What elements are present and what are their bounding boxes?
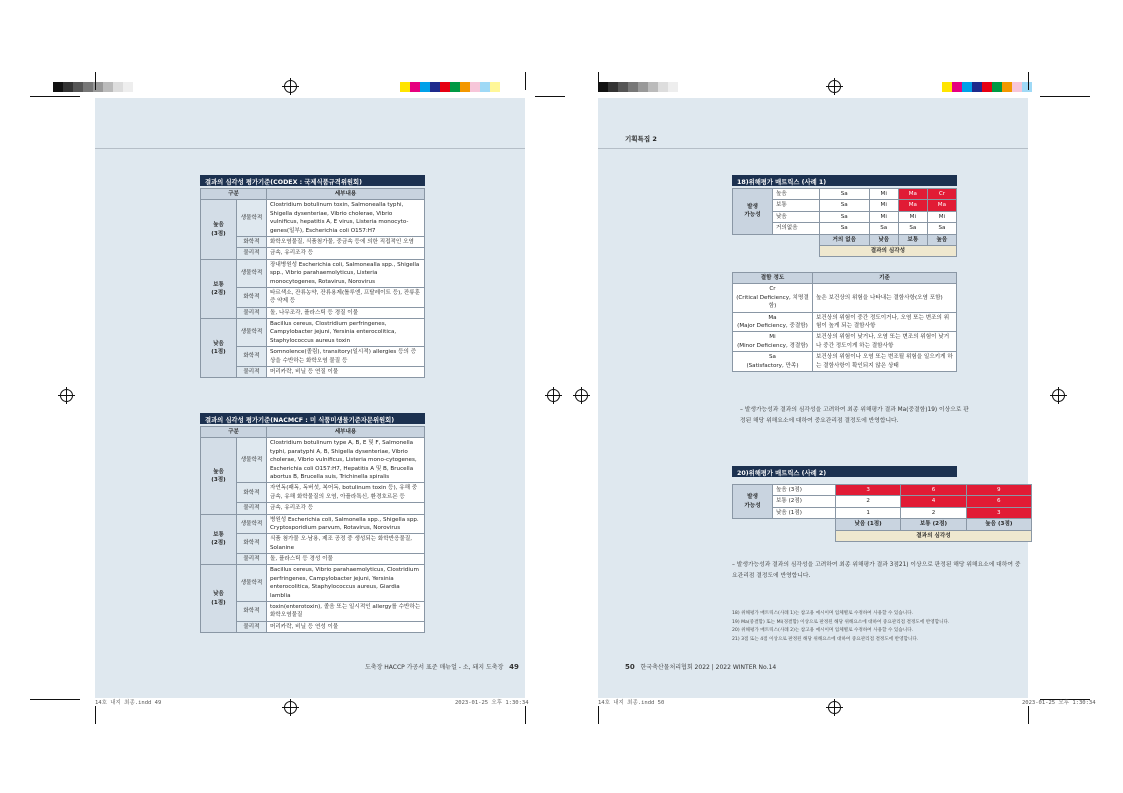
right-folio <box>625 662 776 671</box>
folio-text: 한국축산물처리협회 2022 | 2022 WINTER No.14 <box>640 664 777 671</box>
likelihood-label: 낮음 (1점) <box>773 507 836 518</box>
row-axis-label: 발생 가능성 <box>733 189 773 235</box>
slug-date-left: 2023-01-25 오후 1:30:34 <box>455 700 529 706</box>
hazard-type: 화학적 <box>237 602 267 622</box>
left-folio <box>365 662 519 671</box>
grade-criteria: 높은 보건상의 위험을 나타내는 결함사항(오염 포함) <box>813 284 957 312</box>
level-label: 보통 <box>213 532 224 539</box>
severity-level <box>201 514 237 565</box>
table-row <box>733 352 957 372</box>
column-axis-label: 결과의 심각성 <box>819 245 956 256</box>
hazard-type: 생물학적 <box>237 565 267 602</box>
registration-mark-icon <box>1052 389 1065 402</box>
matrix-row <box>733 507 1032 518</box>
matrix-cell: Mi <box>869 211 898 222</box>
grade-name: (Satisfactory, 만족) <box>746 362 799 369</box>
severity-column-label: 보통 <box>898 234 927 245</box>
crop-mark <box>598 706 599 724</box>
hazard-type: 생물학적 <box>237 514 267 534</box>
grade-criteria: 보건상의 위험이 중간 정도이거나, 오염 또는 변조의 위험이 높게 되는 결함사항 <box>813 312 957 332</box>
registration-mark-icon <box>828 80 841 93</box>
deficiency-grade <box>733 284 813 312</box>
table-row <box>201 259 425 287</box>
footnote: 19) Ma(중결함) 또는 Mi(경결함) 이상으로 판정된 해당 위해요소에 대하여 중요관리점 결정도에 반영합니다. <box>732 619 950 625</box>
matrix-cell: 2 <box>901 507 966 518</box>
matrix-row <box>733 485 1032 496</box>
hazard-detail: 화학오염물질, 식품첨가물, 중금속 등에 의한 직접적인 오염 <box>267 236 425 247</box>
crop-mark <box>535 96 565 97</box>
likelihood-label: 낮음 <box>773 211 820 222</box>
severity-level <box>201 438 237 514</box>
risk-matrix-1 <box>732 188 957 257</box>
hazard-detail: 금속, 유리조각 등 <box>267 503 425 514</box>
likelihood-label: 보통 <box>773 200 820 211</box>
matrix-cell: Sa <box>927 223 956 234</box>
matrix-cell: Mi <box>898 211 927 222</box>
matrix-cell: 1 <box>835 507 900 518</box>
registration-mark-icon <box>828 701 841 714</box>
level-label: 높음 <box>213 468 224 475</box>
level-score: (3점) <box>211 476 226 483</box>
hazard-type: 화학적 <box>237 347 267 367</box>
table-row <box>733 284 957 312</box>
grade-criteria: 보건상의 위험이 낮거나, 오염 또는 변조의 위험이 낮거나 중간 정도이게 하는 결함사항 <box>813 332 957 352</box>
crop-mark <box>525 706 526 724</box>
codex-table-title: 결과의 심각성 평가기준(CODEX : 국제식품규격위원회) <box>200 175 425 186</box>
level-label: 높음 <box>213 222 224 229</box>
hazard-type: 물리적 <box>237 503 267 514</box>
level-score: (1점) <box>211 599 226 606</box>
color-bar-right-cmyk <box>942 82 1032 92</box>
severity-column-label: 높음 <box>927 234 956 245</box>
deficiency-grade <box>733 312 813 332</box>
column-header: 구분 <box>201 189 267 200</box>
blank-cell <box>733 530 836 541</box>
header-rule <box>598 148 1028 149</box>
level-label: 낮음 <box>213 340 224 347</box>
hazard-detail: Bacillus cereus, Vibrio parahaemolyticus, Clostridium perfringenes, Campylobacter jejuni, Yersinia enterocolitica, Staphylococcus aureus, Giardia lamblia <box>267 565 425 602</box>
hazard-detail: 자연독(패독, 독버섯, 복어독, botulinum toxin 등), 유해 중금속, 유해 화학물질의 오염, 아플라톡신, 환경호르몬 등 <box>267 483 425 503</box>
matrix-row <box>733 496 1032 507</box>
hazard-type: 생물학적 <box>237 438 267 483</box>
footnote: 20) 위해평가 매트릭스(사례 2)는 참고용 예시이며 업체별로 수정하여 사용할 수 있습니다. <box>732 628 914 634</box>
registration-mark-icon <box>284 80 297 93</box>
folio-text: 도축장 HACCP 가공서 표준 매뉴얼 - 소, 돼지 도축장 <box>365 664 504 671</box>
severity-column-label: 낮음 (1점) <box>835 519 900 530</box>
crop-mark <box>1028 72 1029 90</box>
matrix-cell: Ma <box>927 200 956 211</box>
matrix-cell: 3 <box>835 485 900 496</box>
hazard-type: 화학적 <box>237 534 267 554</box>
level-score: (2점) <box>211 540 226 547</box>
column-header: 구분 <box>201 427 267 438</box>
matrix-cell: 6 <box>901 485 966 496</box>
hazard-type: 물리적 <box>237 248 267 259</box>
color-bar-left-cmyk <box>400 82 500 92</box>
crop-mark <box>598 72 599 90</box>
matrix-cell: Sa <box>819 223 869 234</box>
header-rule <box>95 148 525 149</box>
hazard-detail: 머리카락, 비닐 등 연성 이물 <box>267 621 425 632</box>
severity-level <box>201 259 237 318</box>
row-axis-label: 발생 가능성 <box>733 485 773 519</box>
page-number: 50 <box>625 663 635 671</box>
matrix-row <box>733 189 957 200</box>
crop-mark <box>95 706 96 724</box>
hazard-type: 물리적 <box>237 307 267 318</box>
risk-matrix-2 <box>732 484 1032 542</box>
matrix-cell: 3 <box>966 507 1031 518</box>
crop-mark <box>95 72 96 90</box>
severity-column-label: 높음 (3점) <box>966 519 1031 530</box>
hazard-detail: 병원성 Escherichia coli, Salmonella spp., Shigella spp. Cryptosporidium parvum, Rotavirus, Norovirus <box>267 514 425 534</box>
level-score: (3점) <box>211 230 226 237</box>
hazard-type: 생물학적 <box>237 200 267 237</box>
axis-row <box>733 245 957 256</box>
deficiency-grade <box>733 332 813 352</box>
header-row <box>201 189 425 200</box>
color-bar-left <box>53 82 133 92</box>
matrix2-title: 20)위해평가 매트릭스 (사례 2) <box>732 466 957 477</box>
hazard-type: 화학적 <box>237 287 267 307</box>
severity-level <box>201 200 237 259</box>
crop-mark <box>1028 706 1029 724</box>
hazard-detail: 장내병원성 Escherichia coli, Salmonealla spp., Shigella spp., Vibrio parahaemolyticus, Listeria monocytogenes, Rotavirus, Norovirus <box>267 259 425 287</box>
footnote: 18) 위해평가 매트릭스(사례 1)는 참고용 예시이며 업체별로 수정하여 사용할 수 있습니다. <box>732 611 914 616</box>
matrix-cell: 2 <box>835 496 900 507</box>
grade-code: Mi <box>769 334 776 341</box>
running-head: 기획특집 2 <box>625 135 657 143</box>
crop-mark <box>30 699 80 700</box>
hazard-type: 화학적 <box>237 483 267 503</box>
matrix-cell: Mi <box>927 211 956 222</box>
axis-row <box>733 530 1032 541</box>
nacmcf-table-title: 결과의 심각성 평가기준(NACMCF : 미 식품미생물기준자문위원회) <box>200 413 425 424</box>
severity-header-row <box>733 234 957 245</box>
column-header: 세부내용 <box>267 427 425 438</box>
header-row <box>733 273 957 284</box>
grade-code: Ma <box>768 314 777 321</box>
severity-header-row <box>733 519 1032 530</box>
grade-code: Sa <box>769 354 776 361</box>
severity-level <box>201 319 237 378</box>
likelihood-label: 거의없음 <box>773 223 820 234</box>
hazard-detail: Clostridium botulinum toxin, Salmonealla typhi, Shigella dysenteriae, Vibrio cholerae, Vibrio vulnificus, hepatitis A, E virus, Listeria monocyto-genes(일부), Escherichia coli O157:H7 <box>267 200 425 237</box>
column-header: 기준 <box>813 273 957 284</box>
footnotes <box>732 610 1024 645</box>
deficiency-grade <box>733 352 813 372</box>
matrix-cell: Mi <box>869 189 898 200</box>
level-label: 낮음 <box>213 591 224 598</box>
matrix-cell: 4 <box>901 496 966 507</box>
hazard-detail: 식품 첨가물 오·남용, 제조 공정 중 생성되는 화학반응물질, Solanine <box>267 534 425 554</box>
severity-column-label: 거의 없음 <box>819 234 869 245</box>
grade-code: Cr <box>769 286 776 293</box>
matrix-cell: Mi <box>869 200 898 211</box>
severity-column-label: 낮음 <box>869 234 898 245</box>
hazard-type: 화학적 <box>237 236 267 247</box>
registration-mark-icon <box>575 389 588 402</box>
crop-mark <box>1040 96 1090 97</box>
slug-right: 14호 내지 최종.indd 50 <box>598 700 665 706</box>
level-label: 보통 <box>213 281 224 288</box>
blank-cell <box>733 234 820 245</box>
hazard-detail: Bacillus cereus, Clostridium perfringenes, Campylobacter jejuni, Yersinia enterocolitica, Staphylococcus aureus toxin <box>267 319 425 347</box>
hazard-detail: toxin(enterotoxin), 졸음 또는 일시적인 allergy를 수반하는 화학오염물질 <box>267 602 425 622</box>
hazard-type: 생물학적 <box>237 259 267 287</box>
hazard-detail: Somnolence(졸림), transitory(일시적) allergies 등의 증상을 수반하는 화학오염 물질 등 <box>267 347 425 367</box>
likelihood-label: 보통 (2점) <box>773 496 836 507</box>
table-row <box>201 514 425 534</box>
registration-mark-icon <box>60 389 73 402</box>
matrix-cell: Sa <box>869 223 898 234</box>
blank-cell <box>733 519 836 530</box>
table-row <box>201 319 425 347</box>
deficiency-criteria-table <box>732 272 957 372</box>
crop-mark <box>30 96 80 97</box>
matrix-cell: Sa <box>819 200 869 211</box>
hazard-detail: 돌, 나무조각, 플라스틱 등 경질 이물 <box>267 307 425 318</box>
hazard-detail: 머리카락, 비닐 등 연질 이물 <box>267 367 425 378</box>
table-row <box>733 312 957 332</box>
codex-table <box>200 188 425 378</box>
column-axis-label: 결과의 심각성 <box>835 530 1031 541</box>
grade-name: (Minor Deficiency, 경결함) <box>737 342 808 349</box>
hazard-type: 물리적 <box>237 621 267 632</box>
hazard-detail: 금속, 유리조각 등 <box>267 248 425 259</box>
hazard-type: 물리적 <box>237 554 267 565</box>
matrix-cell: Sa <box>819 211 869 222</box>
grade-criteria: 보건상의 위험이나 오염 또는 변조될 위험을 일으키게 하는 결함사항이 확인되지 않은 상태 <box>813 352 957 372</box>
level-score: (2점) <box>211 289 226 296</box>
severity-level <box>201 565 237 633</box>
header-row <box>201 427 425 438</box>
hazard-type: 물리적 <box>237 367 267 378</box>
grade-name: (Critical Deficiency, 치명결함) <box>736 294 809 310</box>
table-row <box>201 438 425 483</box>
matrix1-title: 18)위해평가 매트릭스 (사례 1) <box>732 175 957 186</box>
crop-mark <box>525 72 526 90</box>
hazard-type: 생물학적 <box>237 319 267 347</box>
hazard-detail: 타르색소, 잔류농약, 잔류용제(톨루엔, 프탈레이트 등), 잔류훈증 약제 등 <box>267 287 425 307</box>
color-bar-right <box>598 82 678 92</box>
registration-mark-icon <box>547 389 560 402</box>
nacmcf-table <box>200 426 425 633</box>
matrix-cell: Sa <box>819 189 869 200</box>
severity-column-label: 보통 (2점) <box>901 519 966 530</box>
footnote: 21) 3점 또는 4점 이상으로 판정된 해당 위해요소에 대하여 중요관리점 결정도에 반영합니다. <box>732 637 919 643</box>
column-header: 세부내용 <box>267 189 425 200</box>
note-2: – 발생가능성과 결과의 심각성을 고려하여 최종 위해평가 결과 3점21) 이상으로 판정된 해당 위해요소에 대하여 중요관리점 결정도에 반영합니다. <box>732 562 1021 579</box>
level-score: (1점) <box>211 349 226 356</box>
matrix-cell: Sa <box>898 223 927 234</box>
table-row <box>201 200 425 237</box>
matrix-cell: 6 <box>966 496 1031 507</box>
slug-left: 14호 내지 최종.indd 49 <box>95 700 162 706</box>
hazard-detail: Clostridium botulinum type A, B, E 및 F, Salmonella typhi, paratyphi A, B, Shigella dysenteriae, Vibrio cholerae, Vibrio vulnificus, Listeria mono-cytogenes, Escherichia coli O157:H7, Hepatitis A 및 B, Brucella abortus B, Brucella suis, Trichinella spiralis <box>267 438 425 483</box>
matrix-cell: 9 <box>966 485 1031 496</box>
likelihood-label: 높음 (3점) <box>773 485 836 496</box>
table-row <box>733 332 957 352</box>
column-header: 결함 정도 <box>733 273 813 284</box>
matrix-cell: Ma <box>898 189 927 200</box>
registration-mark-icon <box>284 701 297 714</box>
blank-cell <box>733 245 820 256</box>
matrix-cell: Cr <box>927 189 956 200</box>
matrix-cell: Ma <box>898 200 927 211</box>
likelihood-label: 높음 <box>773 189 820 200</box>
hazard-detail: 돌, 플라스틱 등 경성 이물 <box>267 554 425 565</box>
grade-name: (Major Deficiency, 중결함) <box>737 322 808 329</box>
note-1: – 발생가능성과 결과의 심각성을 고려하여 최종 위해평가 결과 Ma(중결함)19) 이상으로 판정된 해당 위해요소에 대하여 중요관리점 결정도에 반영합니다. <box>740 407 969 424</box>
page-number: 49 <box>509 663 519 671</box>
table-row <box>201 565 425 602</box>
slug-date-right: 2023-01-25 오후 1:30:34 <box>1022 700 1096 706</box>
